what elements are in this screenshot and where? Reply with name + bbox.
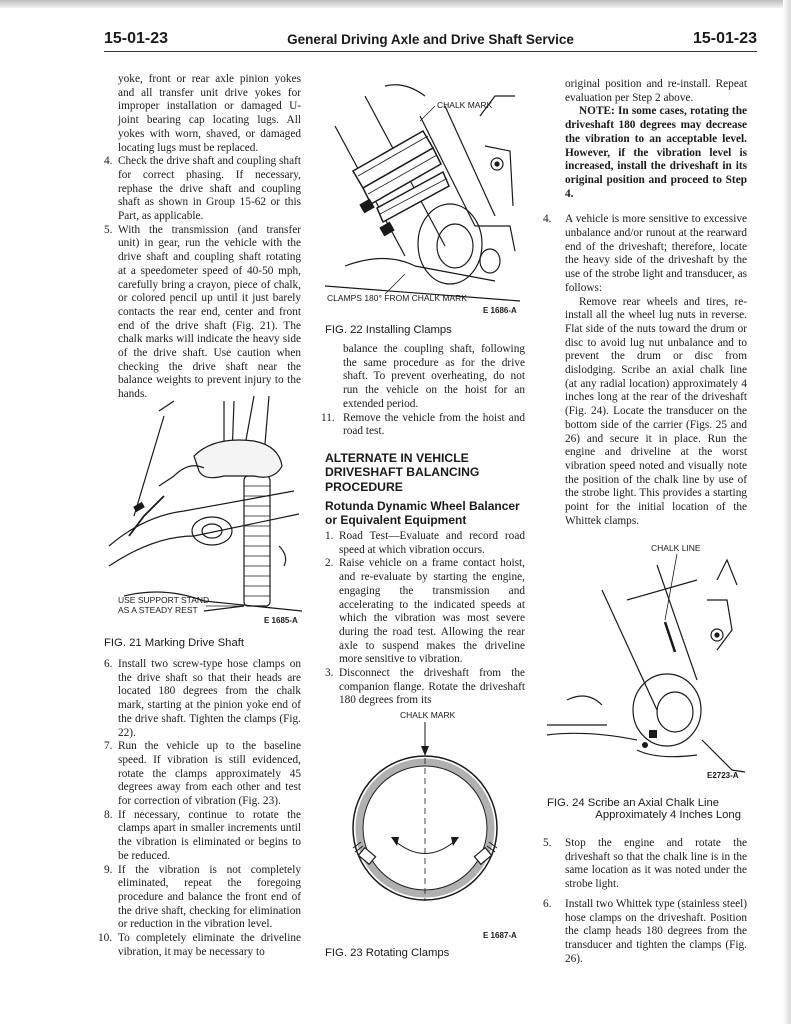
page-number-left: 15-01-23 [104,30,169,47]
column-middle [321,343,525,708]
figure-23 [325,706,525,942]
note-paragraph: NOTE: In some cases, rotating the driveshaft 180 degrees may decrease the vibration to an acceptable level. However, if the vibration level is increased, install the driveshaft in its original position and proceed to Step 4. [565,105,747,200]
list-item: 1. Road Test—Evaluate and record road speed at which vibration occurs. [325,530,525,556]
figure-21 [104,396,304,626]
fig23-label: CHALK MARK [400,710,456,720]
page-title: General Driving Axle and Drive Shaft Service [287,32,574,47]
fig21-label-line1: USE SUPPORT STAND [118,595,210,605]
page-header [104,30,757,50]
paragraph: balance the coupling shaft, following the same procedure as for the drive shaft. To prevent overheating, do not run the vehicle on the hoist for an extended period. [343,343,525,410]
page-number-right: 15-01-23 [692,30,757,47]
paragraph: yoke, front or rear axle pinion yokes and all transfer unit drive yokes for improper installation or damaged U-joint bearing cap locating lugs. All yokes with worn, shaved, or damaged locating lugs must be replaced. [118,73,301,154]
scan-right-edge [783,0,791,1024]
fig23-caption: FIG. 23 Rotating Clamps [325,947,450,959]
subsection-heading: Rotunda Dynamic Wheel Balancer or Equivalent Equipment [325,499,520,528]
column-left-bottom [98,658,301,959]
fig24-label: CHALK LINE [651,543,701,553]
list-item: 11. Remove the vehicle from the hoist and road test. [321,411,525,438]
figure-24-illustration [547,540,747,790]
fig24-caption-line1: FIG. 24 Scribe an Axial Chalk Line [547,797,720,809]
figure-21-illustration [104,396,304,626]
column-left-top [104,73,301,402]
header-rule [104,51,757,52]
scan-top-edge [0,0,791,8]
figure-23-illustration [325,706,525,942]
numbered-list [543,837,747,966]
figure-22-illustration [325,76,525,316]
list-item: 4. Check the drive shaft and coupling shaft for correct phasing. If necessary, rephase the drive shaft and coupling shaft as shown in Group 15-62 or this Part, as applicable. [104,155,301,223]
section-heading: ALTERNATE IN VEHICLE DRIVESHAFT BALANCING PROCEDURE [325,450,480,494]
list-item: 7. Run the vehicle up to the baseline speed. If vibration is still evidenced, rotate the clamps approximately 45 degrees away from each other and test for correction of vibration (Fig. 23). [104,740,301,808]
list-item: 4. A vehicle is more sensitive to excessive unbalance and/or runout at the rearward end of the driveshaft; therefore, locate the heavy side of the driveshaft by the use of the strobe light and transducer, as follows: [543,213,747,294]
numbered-list [543,213,747,295]
fig24-caption [547,797,747,821]
fig24-caption-line2: Approximately 4 Inches Long [595,809,741,821]
numbered-list [321,411,525,439]
paragraph: original position and re-install. Repeat evaluation per Step 2 above. [565,78,747,104]
numbered-list [325,530,525,708]
fig22-label-bottom: CLAMPS 180° FROM CHALK MARK [327,293,467,303]
numbered-list [98,658,301,959]
list-item: 3. Disconnect the driveshaft from the companion flange. Rotate the driveshaft 180 degrees from its [325,667,525,707]
fig22-label-top: CHALK MARK [437,100,493,110]
column-right-top [543,78,747,529]
figure-24 [547,540,747,790]
fig24-code: E2723-A [707,771,739,780]
list-item: 8. If necessary, continue to rotate the clamps apart in smaller increments until the vibration is eliminated or begins to be reduced. [104,808,301,862]
list-item: 10. To completely eliminate the driveline vibration, it may be necessary to [98,932,301,958]
list-item: 5. Stop the engine and rotate the driveshaft so that the chalk line is in the same location as it was noted under the strobe light. [543,837,747,891]
fig21-caption: FIG. 21 Marking Drive Shaft [104,637,245,649]
list-item: 5. With the transmission (and transfer unit) in gear, run the vehicle with the drive shaft and coupling shaft rotating at a speedometer speed of 40-50 mph, carefully bring a crayon, piece of chalk, or colored pencil up until it just barely contacts the rear end, center and front end of the drive shaft (Fig. 21). The chalk marks will indicate the heavy side of the drive shaft. Use caution when checking the drive shaft near the balance weights to prevent injury to the hands. [104,223,301,401]
fig21-label-line2: AS A STEADY REST [118,605,198,615]
fig23-code: E 1687-A [483,931,517,940]
list-item: 9. If the vibration is not completely eliminated, repeat the foregoing procedure and balance the front end of the drive shaft, checking for elimination or reduction in the vibration level. [104,863,301,931]
fig21-code: E 1685-A [264,616,298,625]
list-item: 6. Install two screw-type hose clamps on the drive shaft so that their heads are located 180 degrees from the chalk mark, starting at the pinion yoke end of the drive shaft. Tighten the clamps (Fig. 22). [104,658,301,739]
figure-22 [325,76,525,316]
fig22-code: E 1686-A [483,306,517,315]
paragraph: Remove rear wheels and tires, re-install all the wheel lug nuts in reverse. Flat side of the nuts toward the drum or disc to avoid lug nut unbalance and to prevent the drum or disc from dislodging. Scribe an axial chalk line (at any radial location) approximately 4 inches long at the rear of the driveshaft (Fig. 24). Locate the transducer on the bottom side of the carrier (Figs. 25 and 26) and secure it in place. Run the engine and driveline at the worst vibration speed noted and visually note the position of the chalk line by use of the strobe light. This provides a starting point for the initial location of the Whittek clamps. [565,295,747,527]
numbered-list [104,155,301,402]
fig22-caption: FIG. 22 Installing Clamps [325,324,452,336]
column-right-bottom [543,837,747,966]
list-item: 2. Raise vehicle on a frame contact hoist, and re-evaluate by starting the engine, engaging the transmission and accelerating to the indicated speeds at which the vibration was most severe during the road test. Allowing the rear axle to suspend makes the driveline more sensitive to vibration. [325,557,525,666]
list-item: 6. Install two Whittek type (stainless steel) hose clamps on the driveshaft. Position the clamp heads 180 degrees from the transducer and tighten the clamps (Fig. 26). [543,897,747,965]
